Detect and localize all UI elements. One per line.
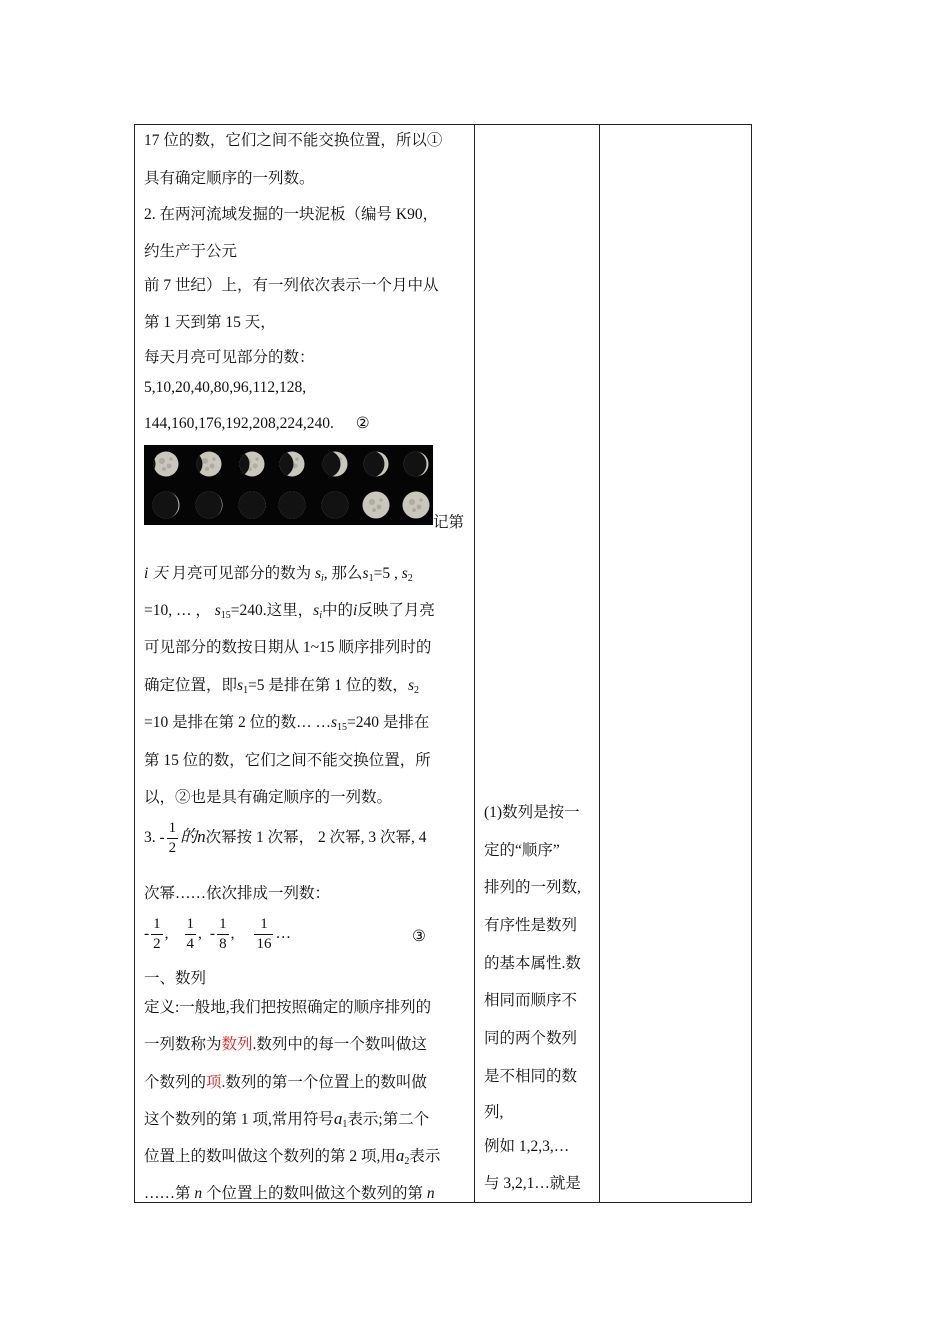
text-line: 次幂……依次排成一列数： (144, 885, 331, 902)
text-line (144, 710, 429, 733)
text-line (144, 1032, 427, 1054)
term-separator: … (275, 925, 291, 943)
note-line: 有序性是数列 (484, 917, 578, 934)
section-heading: 一、数列 (144, 970, 207, 987)
denominator: 2 (168, 840, 177, 856)
moon-icon (150, 491, 180, 520)
s-symbol: s (237, 677, 244, 694)
note-line: 相同而顺序不 (484, 992, 578, 1009)
text-span: 个位置上的数叫做这个数列的第 (202, 1185, 427, 1202)
term-item: 项 (206, 1074, 222, 1091)
text-span: 次幂按 1 次幂， 2 次幂, 3 次幂, 4 (205, 829, 427, 847)
power-line (144, 819, 427, 858)
text-line (144, 598, 435, 621)
text-line: 定义:一般地,我们把按照确定的顺序排列的 (144, 999, 432, 1016)
s-symbol: s (362, 565, 369, 582)
term-sign: - (209, 925, 216, 943)
text-line (144, 1181, 435, 1203)
note-line: (1)数列是按一 (484, 804, 580, 821)
note-line: 定的“顺序” (484, 842, 560, 859)
subscript: i (319, 610, 322, 621)
term-sign: - (144, 925, 150, 943)
term-sequence: 数列 (221, 1036, 253, 1053)
moon-sequence-line: 5,10,20,40,80,96,112,128, (144, 379, 307, 396)
moon-icon (144, 451, 179, 478)
text-span: 个数列的 (144, 1074, 207, 1091)
numerator: 1 (217, 915, 229, 935)
text-line: 具有确定顺序的一列数。 (144, 170, 315, 187)
label-mark-3: ③ (412, 928, 426, 945)
text-line: 以，②也是具有确定顺序的一列数。 (144, 789, 393, 806)
text-span: 的 (180, 827, 198, 847)
moon-icon (363, 492, 390, 519)
text-span: 3. - (144, 829, 165, 847)
column-divider-2 (599, 125, 600, 1202)
s-symbol: s (314, 565, 321, 582)
text-line: 第 1 天到第 15 天， (144, 314, 276, 331)
s-symbol: s (313, 602, 320, 619)
numerator: 1 (167, 819, 179, 839)
text-span: =5 , (373, 565, 402, 582)
text-line: 17 位的数，它们之间不能交换位置，所以① (144, 132, 443, 149)
moon-phases-image (144, 445, 433, 525)
s-symbol: s (401, 565, 408, 582)
text-line: 2. 在两河流域发掘的一块泥板（编号 K90， (144, 206, 439, 223)
numerator: 1 (185, 915, 197, 935)
moon-icon (223, 451, 265, 478)
text-span: 一列数称为 (144, 1036, 222, 1053)
text-span: =240 是排在 (347, 714, 430, 731)
a-symbol: a (333, 1109, 343, 1128)
column-divider-1 (474, 125, 475, 1202)
moon-sequence-values: 144,160,176,192,208,224,240. (144, 415, 334, 432)
text-span: , 那么 (323, 565, 363, 582)
moon-icon (193, 491, 223, 520)
term-separator: , (164, 925, 169, 943)
subscript: 2 (404, 1156, 410, 1167)
moon-icon (400, 451, 429, 478)
note-line: 排列的一列数, (484, 879, 581, 896)
s-symbol: s (214, 602, 221, 619)
note-line: 是不相同的数 (484, 1068, 578, 1085)
fraction-sequence (144, 915, 426, 954)
term-separator: , (198, 925, 202, 943)
fraction (151, 915, 163, 954)
fraction-one-half (167, 819, 179, 858)
text-span: 表示;第二个 (347, 1111, 430, 1128)
n-symbol: n (194, 1185, 203, 1202)
moon-icon (320, 491, 349, 520)
n-symbol: n (197, 827, 206, 847)
fraction (217, 915, 229, 954)
text-line (144, 673, 419, 696)
text-line (144, 1107, 429, 1130)
text-span: 反映了月亮 (357, 602, 435, 619)
numerator: 1 (151, 915, 163, 935)
text-span: .数列的第一个位置上的数叫做 (221, 1074, 427, 1091)
text-span: 中的 (322, 602, 354, 619)
fraction-sequence-items (144, 916, 291, 952)
text-line (144, 1144, 440, 1167)
a-symbol: a (395, 1146, 405, 1165)
moon-icon (267, 451, 305, 478)
sequence-term (209, 916, 235, 952)
lesson-table (134, 124, 752, 1203)
subscript: 1 (368, 573, 374, 584)
text-line: 每天月亮可见部分的数： (144, 349, 315, 366)
denominator: 4 (186, 936, 195, 952)
i-symbol: i (353, 602, 358, 619)
text-span: 表示 (409, 1148, 441, 1165)
text-span: ……第 (144, 1185, 195, 1202)
text-line: 前 7 世纪）上，有一列依次表示一个月中从 (144, 277, 439, 294)
subscript: 1 (342, 1119, 348, 1130)
denominator: 8 (219, 936, 227, 952)
numerator: 1 (254, 915, 273, 935)
text-span: =240.这里， (230, 602, 314, 619)
note-line: 与 3,2,1…就是 (484, 1175, 581, 1192)
moon-sequence-line (144, 414, 370, 433)
text-line: 记第 (433, 514, 465, 531)
text-line (144, 561, 413, 584)
text-span: 月亮可见部分的数为 (167, 565, 315, 582)
subscript: 2 (413, 685, 419, 696)
moon-phases-figure (144, 445, 433, 525)
fraction (254, 915, 273, 954)
moon-icon (403, 492, 430, 519)
text-line: 第 15 位的数，它们之间不能交换位置，所 (144, 752, 431, 769)
sequence-term (183, 916, 202, 952)
subscript: i (321, 573, 324, 584)
subscript: 15 (220, 610, 231, 621)
moon-icon (358, 451, 389, 478)
label-mark-2: ② (355, 415, 370, 432)
text-span: =5 是排在第 1 位的数， (248, 677, 408, 694)
moon-icon (237, 491, 266, 520)
text-span: .数列中的每一个数叫做这 (252, 1036, 427, 1053)
subscript: 1 (243, 685, 249, 696)
term-separator: , (230, 925, 235, 943)
sequence-term (144, 916, 169, 952)
text-span: 这个数列的第 1 项,常用符号 (144, 1111, 334, 1128)
text-span: =10, … ， (144, 602, 211, 619)
denominator: 2 (153, 936, 161, 952)
moon-icon (314, 451, 348, 478)
text-span: 确定位置，即 (144, 677, 238, 694)
sequence-term (252, 916, 291, 952)
note-line: 列, (484, 1104, 504, 1121)
moon-icon (277, 491, 306, 520)
denominator: 16 (256, 936, 272, 952)
n-symbol: n (426, 1185, 435, 1202)
note-line: 同的两个数列 (484, 1030, 578, 1047)
fraction (185, 915, 197, 954)
text-span: 位置上的数叫做这个数列的第 2 项,用 (144, 1148, 396, 1165)
subscript: 2 (407, 573, 413, 584)
i-day: i 天 (144, 565, 168, 582)
subscript: 15 (337, 722, 348, 733)
text-line (144, 1070, 427, 1092)
moon-icon (176, 451, 222, 478)
note-line: 例如 1,2,3,… (484, 1138, 570, 1155)
text-line: 约生产于公元 (144, 243, 238, 260)
text-span: =10 是排在第 2 位的数… … (144, 714, 331, 731)
s-symbol: s (407, 677, 414, 694)
s-symbol: s (331, 714, 338, 731)
note-line: 的基本属性.数 (484, 955, 581, 972)
text-line: 可见部分的数按日期从 1~15 顺序排列时的 (144, 639, 432, 656)
